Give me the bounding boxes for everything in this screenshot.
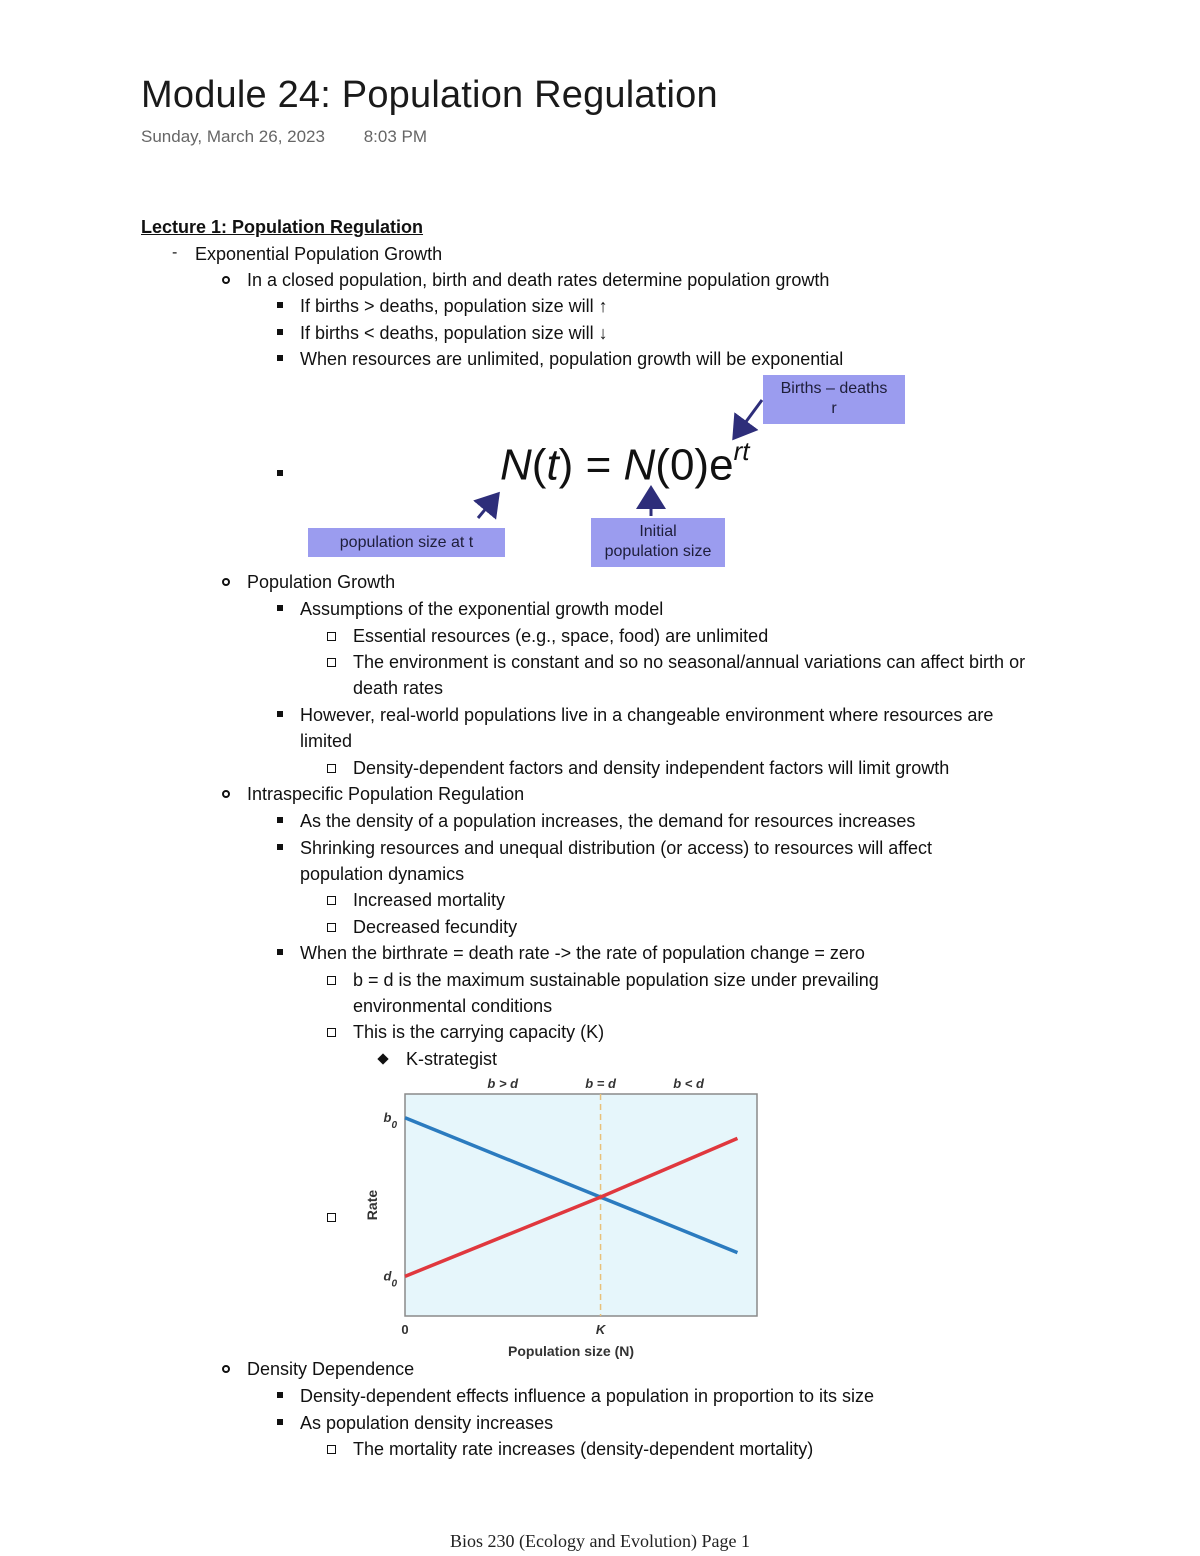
- lecture-heading: Lecture 1: Population Regulation: [141, 217, 424, 237]
- exponential-growth-equation-figure: [300, 370, 920, 570]
- square-bullet: [277, 817, 283, 823]
- y-axis-label: Rate: [364, 1189, 380, 1221]
- note-line: Population Growth: [247, 572, 396, 592]
- eq-var-t: t: [546, 440, 559, 490]
- square-bullet: [277, 711, 283, 717]
- square-bullet: [277, 302, 283, 308]
- page-title: Module 24: Population Regulation: [141, 74, 718, 116]
- square-bullet: [277, 1419, 283, 1425]
- page-date: Sunday, March 26, 2023: [141, 127, 325, 146]
- circle-bullet: [222, 276, 230, 284]
- eq-var-n0: N: [623, 440, 656, 490]
- x-tick-label: 0: [401, 1322, 409, 1337]
- square-bullet: [277, 605, 283, 611]
- page-meta: [141, 127, 427, 147]
- arrow-to-exponent: [734, 400, 762, 438]
- note-line: The mortality rate increases (density-dependent mortality): [353, 1439, 814, 1459]
- note-line: If births < deaths, population size will ↓: [300, 323, 608, 343]
- box-bullet: [327, 658, 336, 667]
- population-size-label-2: population size: [604, 543, 712, 560]
- region-label: b = d: [585, 1076, 616, 1091]
- note-line: Decreased fecundity: [353, 917, 518, 937]
- square-bullet: [277, 470, 283, 476]
- y-tick-label: $b_0$: [383, 1109, 397, 1131]
- note-line: Intraspecific Population Regulation: [247, 784, 525, 804]
- note-line: b = d is the maximum sustainable population size under prevailing environmental conditions: [353, 970, 879, 1016]
- eq-exponent: rt: [733, 436, 750, 466]
- equation: $N(t) = N(0)e^{rt}$: [500, 436, 750, 490]
- carrying-capacity-chart: [355, 1070, 775, 1360]
- circle-bullet: [222, 578, 230, 586]
- box-bullet: [327, 976, 336, 985]
- dash-bullet: -: [172, 244, 178, 261]
- diamond-bullet: [377, 1053, 388, 1064]
- chart-svg: [355, 1070, 775, 1360]
- square-bullet: [277, 949, 283, 955]
- eq-equals: =: [585, 440, 612, 490]
- note-line: In a closed population, birth and death rates determine population growth: [247, 270, 830, 290]
- note-line: As population density increases: [300, 1413, 554, 1433]
- x-tick-label: K: [595, 1322, 606, 1337]
- population-size-label: population size at t: [339, 534, 474, 551]
- page-footer: Bios 230 (Ecology and Evolution) Page 1: [450, 1531, 750, 1551]
- births-deaths-label: Births – deaths: [780, 380, 888, 397]
- y-tick-label: $d_0$: [383, 1268, 397, 1289]
- x-axis-label: Population size (N): [508, 1343, 634, 1359]
- note-line: Assumptions of the exponential growth model: [300, 599, 664, 619]
- square-bullet: [277, 355, 283, 361]
- note-line: However, real-world populations live in a changeable environment where resources are limited: [300, 705, 994, 751]
- note-line: When resources are unlimited, population growth will be exponential: [300, 349, 844, 369]
- box-bullet: [327, 1445, 336, 1454]
- note-line: Exponential Population Growth: [195, 244, 443, 264]
- initial-label: Initial: [639, 523, 677, 540]
- note-line: As the density of a population increases, the demand for resources increases: [300, 811, 916, 831]
- note-line: Increased mortality: [353, 890, 506, 910]
- region-label: b > d: [487, 1076, 519, 1091]
- box-bullet: [327, 923, 336, 932]
- note-line: Shrinking resources and unequal distribution (or access) to resources will affect population dynamics: [300, 838, 932, 884]
- arrow-to-nt: [478, 494, 498, 518]
- eq-base-e: e: [709, 440, 734, 490]
- region-label: b < d: [673, 1076, 704, 1091]
- note-line: This is the carrying capacity (K): [353, 1022, 605, 1042]
- box-bullet: [327, 632, 336, 641]
- eq-zero: 0: [669, 440, 695, 490]
- note-line: K-strategist: [406, 1049, 498, 1069]
- square-bullet: [277, 1392, 283, 1398]
- note-line: Essential resources (e.g., space, food) are unlimited: [353, 626, 769, 646]
- note-line: If births > deaths, population size will ↑: [300, 296, 608, 316]
- square-bullet: [277, 329, 283, 335]
- note-line: Density-dependent effects influence a population in proportion to its size: [300, 1386, 875, 1406]
- r-label: r: [831, 400, 837, 417]
- note-line: Density Dependence: [247, 1359, 415, 1379]
- box-bullet: [327, 1028, 336, 1037]
- equation-arrows: [300, 370, 920, 570]
- note-line: The environment is constant and so no seasonal/annual variations can affect birth or death rates: [353, 652, 1026, 698]
- note-line: Density-dependent factors and density independent factors will limit growth: [353, 758, 950, 778]
- box-bullet: [327, 896, 336, 905]
- square-bullet: [277, 844, 283, 850]
- note-line: When the birthrate = death rate -> the rate of population change = zero: [300, 943, 865, 963]
- circle-bullet: [222, 790, 230, 798]
- page-time: 8:03 PM: [363, 127, 428, 146]
- box-bullet: [327, 764, 336, 773]
- box-bullet: [327, 1213, 336, 1222]
- eq-var-n: N: [500, 440, 532, 490]
- circle-bullet: [222, 1365, 230, 1373]
